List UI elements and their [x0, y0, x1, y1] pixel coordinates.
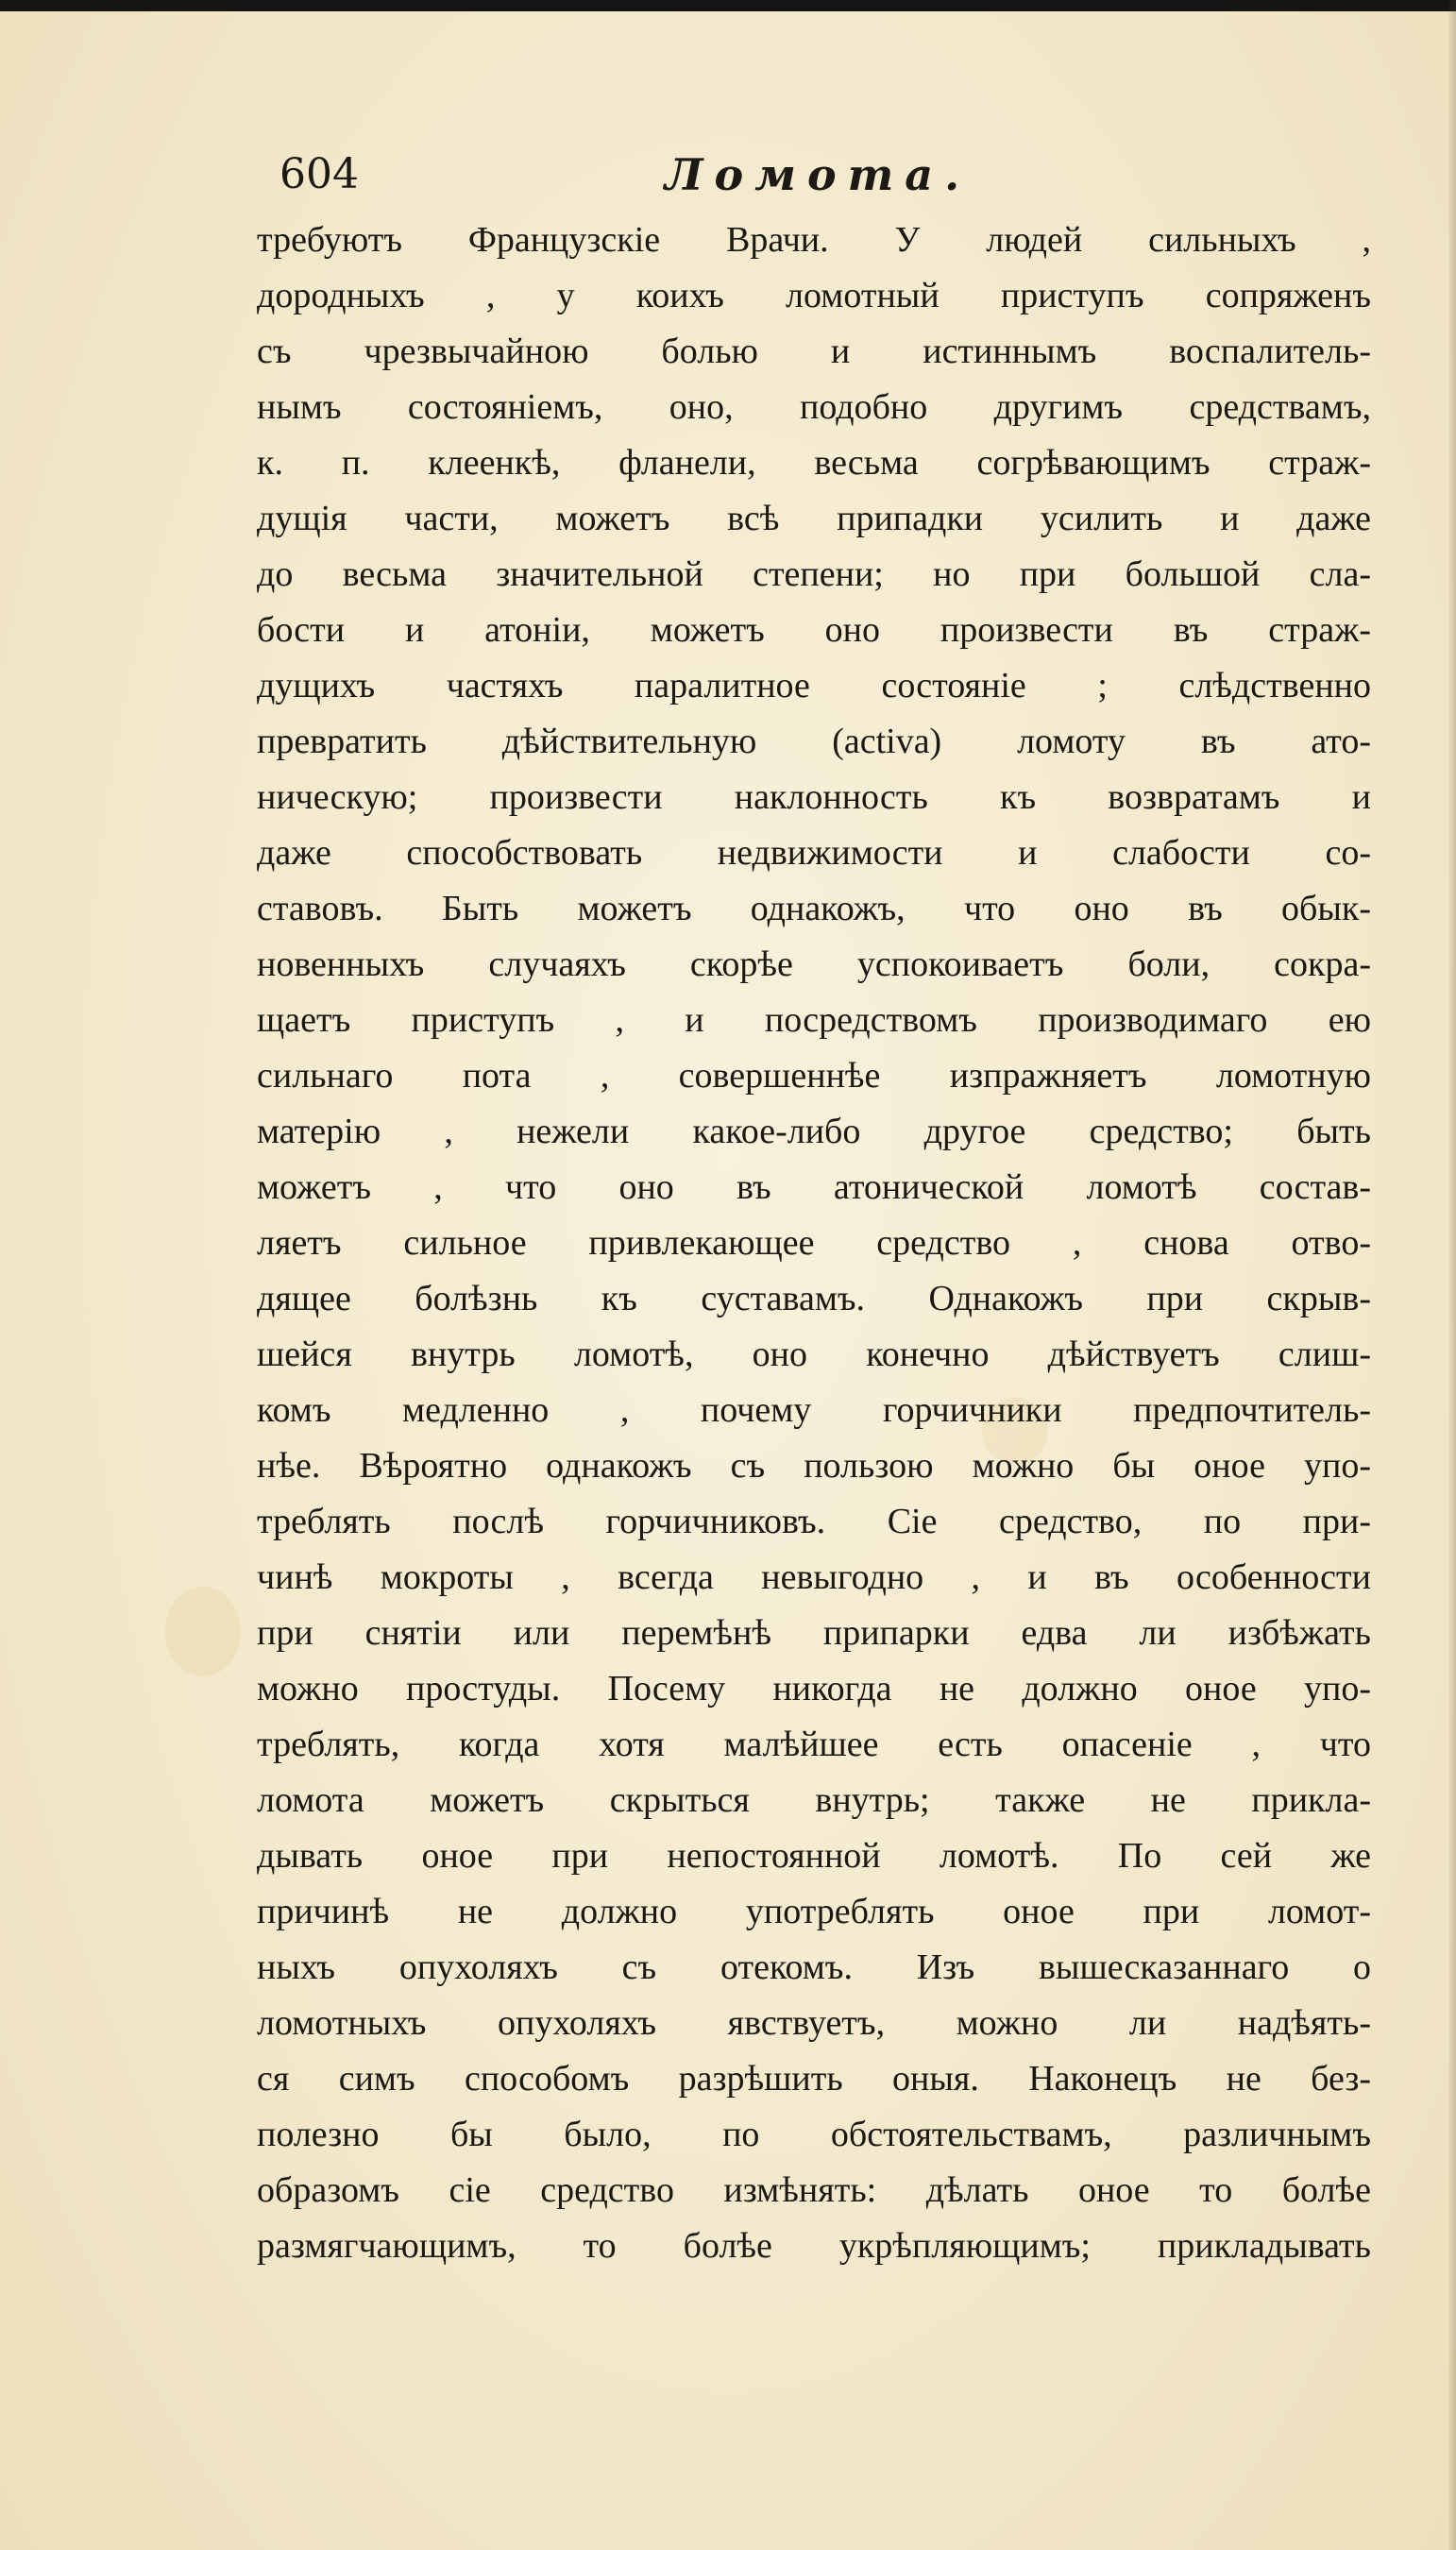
text-line: причинѣ не должно употреблять оное при ломот-	[257, 1892, 1371, 1931]
text-line: ныхъ опухоляхъ съ отекомъ. Изъ вышесказаннаго о	[257, 1947, 1371, 1987]
text-line: можетъ , что оно въ атонической ломотѣ состав-	[257, 1167, 1371, 1207]
text-line: дящее болѣзнь къ суставамъ. Однакожъ при скрыв-	[257, 1279, 1371, 1318]
text-line: до весьма значительной степени; но при большой сла-	[257, 554, 1371, 594]
text-line: размягчающимъ, то болѣе укрѣпляющимъ; прикладывать	[257, 2226, 1371, 2266]
text-line: превратить дѣйствительную (activa) ломоту въ ато-	[257, 722, 1371, 761]
text-line: матерію , нежели какое-либо другое средство; быть	[257, 1112, 1371, 1151]
text-line: при снятіи или перемѣнѣ припарки едва ли избѣжать	[257, 1613, 1371, 1653]
text-line: нѣе. Вѣроятно однакожъ съ пользою можно бы оное упо-	[257, 1446, 1371, 1486]
text-line: можно простуды. Посему никогда не должно оное упо-	[257, 1669, 1371, 1708]
text-line: ставовъ. Быть можетъ однакожъ, что оно въ обык-	[257, 889, 1371, 928]
text-line: дущихъ частяхъ паралитное состояніе ; слѣдственно	[257, 666, 1371, 706]
text-line: ническую; произвести наклонность къ возвратамъ и	[257, 777, 1371, 817]
text-line: съ чрезвычайною болью и истиннымъ воспалитель-	[257, 332, 1371, 371]
text-line: нымъ состояніемъ, оно, подобно другимъ средствамъ,	[257, 387, 1371, 427]
text-line: ломотныхъ опухоляхъ явствуетъ, можно ли надѣять-	[257, 2003, 1371, 2043]
text-line: треблять, когда хотя малѣйшее есть опасеніе , что	[257, 1725, 1371, 1764]
page-header	[279, 142, 1356, 208]
text-line: дывать оное при непостоянной ломотѣ. По сей же	[257, 1836, 1371, 1876]
text-line: требуютъ Французскіе Врачи. У людей сильныхъ ,	[257, 220, 1371, 260]
text-line: ляетъ сильное привлекающее средство , снова отво-	[257, 1223, 1371, 1263]
text-line: дородныхъ , у коихъ ломотный приступъ сопряженъ	[257, 276, 1371, 315]
body-text	[257, 212, 1371, 2274]
text-line: ломота можетъ скрыться внутрь; также не прикла-	[257, 1780, 1371, 1820]
page-gutter-shadow	[1448, 0, 1456, 2550]
text-line: образомъ сіе средство измѣнять: дѣлать оное то болѣе	[257, 2170, 1371, 2210]
text-line: к. п. клеенкѣ, фланели, весьма согрѣвающимъ страж-	[257, 443, 1371, 483]
text-line: даже способствовать недвижимости и слабости со-	[257, 833, 1371, 873]
paper-stain	[165, 1587, 241, 1676]
scan-top-edge	[0, 0, 1456, 11]
text-line: полезно бы было, по обстоятельствамъ, различнымъ	[257, 2115, 1371, 2154]
text-line: треблять послѣ горчичниковъ. Сіе средство, по при-	[257, 1502, 1371, 1541]
page-number: 604	[279, 150, 359, 198]
text-line: чинѣ мокроты , всегда невыгодно , и въ особенности	[257, 1557, 1371, 1597]
text-line: щаетъ приступъ , и посредствомъ производимаго ею	[257, 1000, 1371, 1040]
text-line: сильнаго пота , совершеннѣе изпражняетъ ломотную	[257, 1056, 1371, 1096]
text-line: шейся внутрь ломотѣ, оно конечно дѣйствуетъ слиш-	[257, 1334, 1371, 1374]
text-line: комъ медленно , почему горчичники предпочтитель-	[257, 1390, 1371, 1430]
text-line: ся симъ способомъ разрѣшить оныя. Наконецъ не без-	[257, 2059, 1371, 2099]
text-line: новенныхъ случаяхъ скорѣе успокоиваетъ боли, сокра-	[257, 944, 1371, 984]
running-head: Ломота.	[664, 149, 972, 200]
text-line: бости и атоніи, можетъ оно произвести въ страж-	[257, 610, 1371, 650]
text-line: дущія части, можетъ всѣ припадки усилить и даже	[257, 499, 1371, 538]
